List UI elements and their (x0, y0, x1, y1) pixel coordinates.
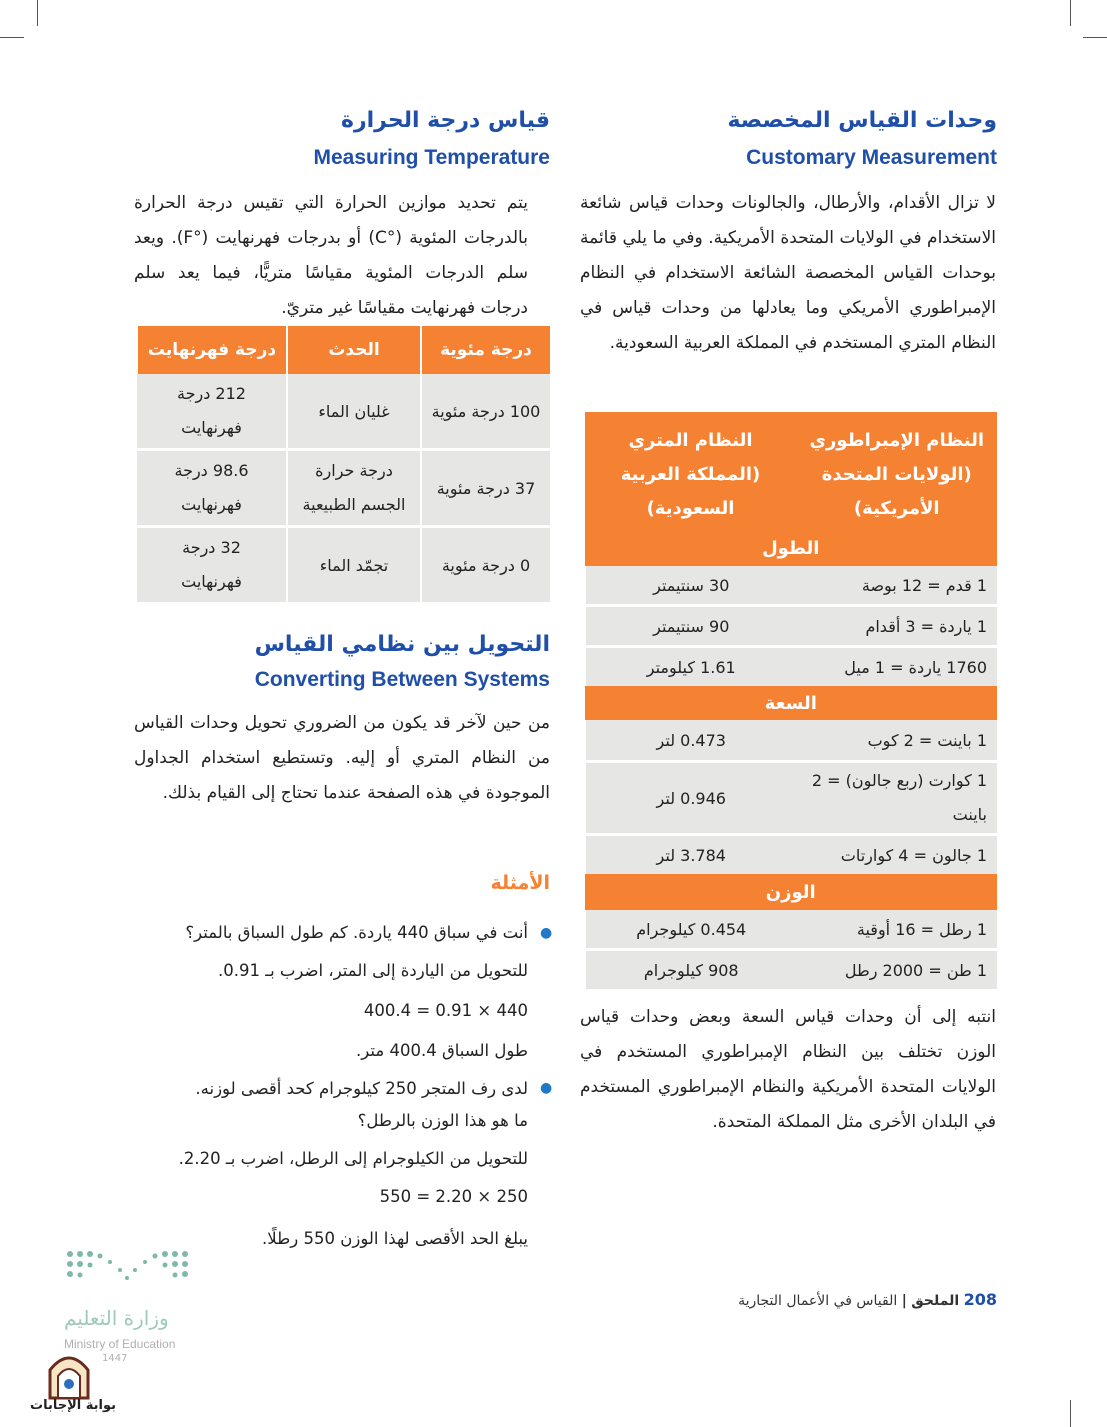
temperature-table (136, 326, 550, 602)
imperial-cell: 1 ياردة = 3 أقدام (865, 616, 987, 636)
fahrenheit-cell: 32 درجة فهرنهايت (137, 527, 287, 603)
converting-heading-en: Converting Between Systems (254, 668, 550, 691)
customary-paragraph: لا تزال الأقدام، والأرطال، والجالونات وحدات قياس شائعة الاستخدام في الولايات المتحدة الأمريكية. وفي ما يلي قائمة بوحدات القياس المخصصة الشائعة الاستخدام في النظام الإمبراطوري الأمريكي وما يعادلها من وحدات قياس في النظام المتري المستخدم في المملكة العربية السعودية. (580, 193, 996, 353)
table-row (137, 374, 550, 450)
bullet-icon: ● (540, 1080, 553, 1096)
customary-heading-ar: وحدات القياس المخصصة (727, 108, 997, 133)
example-1-question: أنت في سباق 440 ياردة. كم طول السباق بالمتر؟ (185, 923, 528, 942)
crop-mark (37, 0, 38, 26)
table-row (585, 835, 998, 875)
table-row (585, 720, 998, 762)
metric-cell: 0.946 لتر (585, 762, 797, 835)
crop-mark (0, 37, 24, 38)
temperature-heading-en: Measuring Temperature (313, 146, 550, 169)
section-title: الطول (762, 537, 820, 559)
col-header-event: الحدث (287, 326, 421, 374)
mosque-icon (46, 1348, 92, 1400)
temperature-paragraph: يتم تحديد موازين الحرارة التي تقيس درجة الحرارة بالدرجات المئوية (°C) أو بدرجات فهرنهايت (°F). ويعد سلم الدرجات المئوية مقياسًا متريًّا، فيما يعد سلم درجات فهرنهايت مقياسًا غير متريّ. (134, 193, 528, 318)
metric-cell: 30 سنتيمتر (585, 566, 797, 606)
metric-cell: 1.61 كيلومتر (585, 647, 797, 687)
section-title: الوزن (765, 881, 816, 903)
metric-cell: 0.454 كيلوجرام (585, 910, 797, 950)
example-2-answer: يبلغ الحد الأقصى لهذا الوزن 550 رطلًا. (262, 1229, 528, 1248)
ministry-year: 1447 (102, 1353, 128, 1364)
celsius-cell: 37 درجة مئوية (436, 478, 536, 498)
footer-section: الملحق (911, 1293, 960, 1309)
crop-mark (1070, 0, 1071, 26)
footer-divider: | (901, 1293, 907, 1309)
col-header-fahrenheit: درجة فهرنهايت (137, 326, 287, 374)
imperial-cell: 1 رطل = 16 أوقية (856, 919, 987, 939)
converting-paragraph: من حين لآخر قد يكون من الضروري تحويل وحدات القياس من النظام المتري أو إليه. وتستطيع استخدام الجداول الموجودة في هذه الصفحة عندما تحتاج إلى القيام بذلك. (134, 713, 550, 803)
celsius-cell: 0 درجة مئوية (441, 555, 531, 575)
imperial-cell: 1 جالون = 4 كوارتات (840, 845, 987, 865)
footer-chapter: القياس في الأعمال التجارية (738, 1293, 898, 1309)
example-2-question-cont: ما هو هذا الوزن بالرطل؟ (357, 1111, 528, 1130)
table-row (585, 762, 998, 835)
customary-table-header (585, 412, 998, 530)
examples-title: الأمثلة (490, 872, 550, 894)
page-number: 208 (963, 1290, 997, 1309)
example-2-question: لدى رف المتجر 250 كيلوجرام كحد أقصى لوزنه. (195, 1079, 528, 1098)
customary-note: انتبه إلى أن وحدات قياس السعة وبعض وحدات قياس الوزن تختلف بين النظام الإمبراطوري المستخدم في الولايات المتحدة الأمريكية والنظام الإمبراطوري المستخدم في البلدان الأخرى مثل المملكة المتحدة. (580, 1007, 996, 1132)
example-2-calc: 250 × 2.20 = 550 (379, 1187, 528, 1206)
example-2-step: للتحويل من الكيلوجرام إلى الرطل، اضرب بـ 2.20. (178, 1149, 528, 1168)
table-row (137, 527, 550, 603)
table-row (585, 647, 998, 687)
section-title: السعة (764, 692, 817, 714)
crop-mark (1083, 37, 1107, 38)
ministry-name-ar: وزارة التعليم (64, 1306, 169, 1330)
table-row (585, 910, 998, 950)
event-cell: غليان الماء (287, 374, 421, 450)
metric-cell: 3.784 لتر (585, 835, 797, 875)
col-header-imperial: النظام الإمبراطوري (الولايات المتحدة الأمريكية) (809, 430, 985, 519)
metric-cell: 908 كيلوجرام (585, 950, 797, 990)
event-cell: تجمّد الماء (287, 527, 421, 603)
ministry-name-en: Ministry of Education (64, 1337, 176, 1351)
example-1-calc: 440 × 0.91 = 400.4 (363, 1001, 528, 1020)
converting-heading-ar: التحويل بين نظامي القياس (254, 632, 550, 657)
table-row (585, 606, 998, 647)
example-1-step: للتحويل من الياردة إلى المتر، اضرب بـ 0.91. (217, 961, 528, 980)
celsius-cell: 100 درجة مئوية (431, 401, 541, 421)
fahrenheit-cell: 98.6 درجة فهرنهايت (137, 450, 287, 527)
ministry-logo (60, 1248, 210, 1308)
col-header-metric: النظام المتري (المملكة العربية السعودية) (620, 430, 761, 519)
metric-cell: 90 سنتيمتر (585, 606, 797, 647)
example-1-answer: طول السباق 400.4 متر. (356, 1041, 528, 1060)
table-row (585, 950, 998, 990)
answers-portal-logo (46, 1348, 92, 1400)
customary-table (583, 412, 997, 989)
imperial-cell: 1760 ياردة = 1 ميل (844, 657, 987, 677)
crop-mark (1070, 1400, 1071, 1427)
metric-cell: 0.473 لتر (585, 720, 797, 762)
temperature-heading-ar: قياس درجة الحرارة (340, 108, 550, 133)
imperial-cell: 1 كوارت (ربع جالون) = 2 باينت (811, 771, 987, 824)
answers-portal-name: بوابة الإجابات (30, 1398, 116, 1413)
table-row (585, 566, 998, 606)
page-footer (597, 1290, 997, 1309)
imperial-cell: 1 قدم = 12 بوصة (861, 575, 987, 595)
customary-heading-en: Customary Measurement (746, 146, 997, 169)
ministry-dots-icon (60, 1248, 200, 1288)
temperature-table-header (137, 326, 550, 374)
imperial-cell: 1 باينت = 2 كوب (867, 730, 987, 750)
event-cell: درجة حرارة الجسم الطبيعية (287, 450, 421, 527)
fahrenheit-cell: 212 درجة فهرنهايت (137, 374, 287, 450)
table-row (137, 450, 550, 527)
bullet-icon: ● (540, 925, 553, 941)
col-header-celsius: درجة مئوية (440, 340, 532, 360)
imperial-cell: 1 طن = 2000 رطل (844, 960, 987, 980)
